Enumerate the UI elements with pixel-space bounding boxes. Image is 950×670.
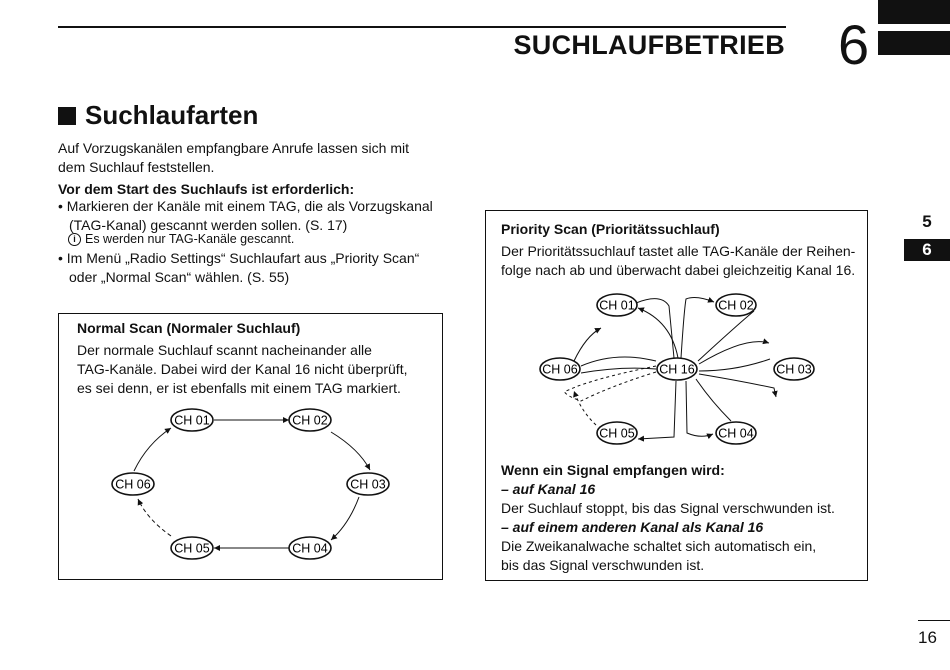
- priority-scan-title: Priority Scan (Prioritätssuchlauf): [501, 221, 720, 237]
- node-label: CH 05: [174, 541, 210, 556]
- node-label: CH 01: [174, 413, 210, 428]
- priority-arrow: [686, 381, 713, 436]
- node-ch01: [171, 409, 213, 431]
- priority-arrow: [699, 342, 769, 364]
- node-label: CH 16: [659, 362, 695, 377]
- priority-arrow: [699, 374, 776, 397]
- node-ch03: [347, 473, 389, 495]
- node-ch02: [289, 409, 331, 431]
- node-label: CH 06: [115, 477, 151, 492]
- normal-arrow-dashed: [138, 499, 171, 536]
- case-other-text: Die Zweikanalwache schaltet sich automatisch ein,: [501, 538, 817, 554]
- node-label: CH 02: [718, 298, 754, 313]
- pnode-ch02: [716, 294, 756, 316]
- node-label: CH 05: [599, 426, 635, 441]
- normal-arrow: [134, 428, 171, 471]
- chapter-title: SUCHLAUFBETRIEB: [513, 30, 785, 60]
- priority-arrow: [581, 357, 656, 366]
- normal-arrow: [331, 497, 359, 540]
- node-label: CH 03: [776, 362, 812, 377]
- normal-scan-box: [58, 313, 443, 580]
- priority-text-line: Der Prioritätssuchlauf tastet alle TAG-Kanäle der Reihen-: [501, 243, 856, 259]
- signal-title: Wenn ein Signal empfangen wird:: [501, 462, 725, 478]
- node-label: CH 06: [542, 362, 578, 377]
- bullet-scan-type: [58, 249, 453, 287]
- normal-scan-diagram: [59, 314, 442, 579]
- priority-arrow: [696, 379, 731, 421]
- priority-text-line: folge nach ab und überwacht dabei gleichzeitig Kanal 16.: [501, 262, 856, 278]
- priority-arrow: [698, 311, 754, 361]
- pnode-ch04: [716, 422, 756, 444]
- chapter-tab-bar: [878, 31, 950, 55]
- pnode-ch03: [774, 358, 814, 380]
- priority-arrow-dashed: [574, 391, 596, 425]
- pnode-ch01: [597, 294, 637, 316]
- bullet-line: • Markieren der Kanäle mit einem TAG, die als Vorzugskanal: [58, 198, 433, 214]
- priority-scan-box: [485, 210, 868, 581]
- case-ch16-title: – auf Kanal 16: [501, 481, 596, 497]
- priority-scan-diagram: [486, 211, 867, 461]
- priority-arrow: [574, 328, 601, 361]
- side-tab-5[interactable]: 5: [904, 211, 950, 233]
- intro-paragraph: [58, 139, 438, 177]
- intro-line: dem Suchlauf feststellen.: [58, 159, 215, 175]
- intro-line: Auf Vorzugskanälen empfangbare Anrufe lassen sich mit: [58, 140, 409, 156]
- node-label: CH 04: [718, 426, 754, 441]
- pnode-ch05: [597, 422, 637, 444]
- bullet-line: • Im Menü „Radio Settings“ Suchlaufart aus „Priority Scan“: [58, 250, 420, 266]
- header-rule: [58, 26, 786, 28]
- normal-arrow: [331, 432, 370, 470]
- node-label: CH 02: [292, 413, 328, 428]
- node-ch05: [171, 537, 213, 559]
- bullet-line: oder „Normal Scan“ wählen. (S. 55): [69, 269, 290, 285]
- node-ch04: [289, 537, 331, 559]
- section-square-icon: [58, 107, 76, 125]
- case-ch16-text: Der Suchlauf stoppt, bis das Signal verschwunden ist.: [501, 500, 835, 516]
- priority-arrow: [681, 298, 714, 358]
- priority-arrow: [636, 299, 674, 358]
- footer-rule: [918, 620, 950, 621]
- info-icon: i: [68, 233, 81, 246]
- normal-text-line: es sei denn, er ist ebenfalls mit einem TAG markiert.: [77, 380, 401, 396]
- priority-arrow: [699, 359, 770, 371]
- note: [68, 232, 294, 246]
- note-text: Es werden nur TAG-Kanäle gescannt.: [85, 232, 295, 246]
- section-title-text: Suchlaufarten: [85, 100, 259, 130]
- priority-arrow: [638, 381, 676, 439]
- page-number: 16: [918, 628, 937, 647]
- node-ch06: [112, 473, 154, 495]
- priority-arrow: [581, 368, 656, 373]
- case-other-text: bis das Signal verschwunden ist.: [501, 557, 705, 573]
- bullet-tag-channels: [58, 197, 453, 235]
- side-tab-6[interactable]: 6: [904, 239, 950, 261]
- node-label: CH 04: [292, 541, 328, 556]
- bullet-line: (TAG-Kanal) gescannt werden sollen. (S. 17): [69, 217, 348, 233]
- normal-text-line: Der normale Suchlauf scannt nacheinander alle: [77, 342, 372, 358]
- normal-scan-title: Normal Scan (Normaler Suchlauf): [77, 320, 301, 336]
- case-other-title: – auf einem anderen Kanal als Kanal 16: [501, 519, 764, 535]
- node-label: CH 03: [350, 477, 386, 492]
- prereq-title: Vor dem Start des Suchlaufs ist erforderlich:: [58, 181, 355, 197]
- normal-text-line: TAG-Kanäle. Dabei wird der Kanal 16 nicht überprüft,: [77, 361, 408, 377]
- chapter-tab-bar: [878, 0, 950, 24]
- pnode-ch16: [657, 358, 697, 380]
- pnode-ch06: [540, 358, 580, 380]
- chapter-number: 6: [838, 13, 870, 76]
- section-title: [58, 100, 258, 131]
- signal-section: [501, 461, 861, 575]
- node-label: CH 01: [599, 298, 635, 313]
